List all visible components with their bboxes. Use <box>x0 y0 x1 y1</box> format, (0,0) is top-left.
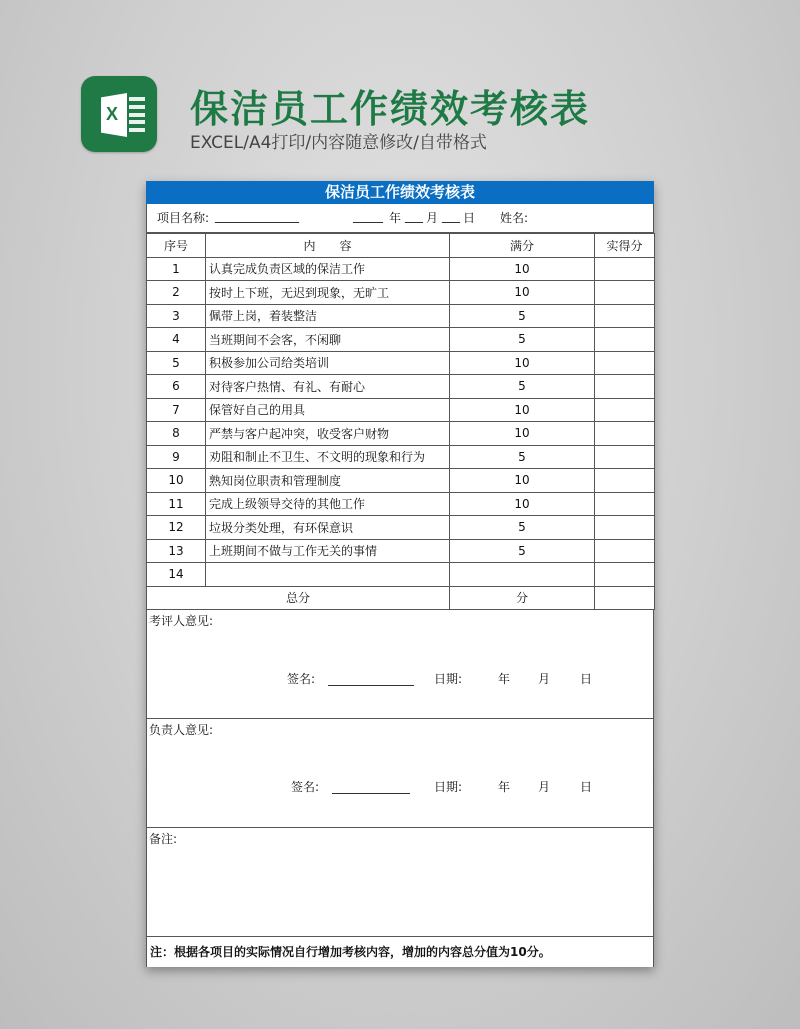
table-row <box>147 516 655 540</box>
score-table <box>146 233 655 610</box>
row-number: 14 <box>147 563 206 587</box>
reviewer-year-label: 年 <box>498 672 511 686</box>
project-label: 项目名称: <box>157 211 210 225</box>
manager-opinion-label: 负责人意见: <box>149 723 214 737</box>
reviewer-day-label: 日 <box>580 672 593 686</box>
row-actual-score-cell[interactable] <box>595 257 655 281</box>
table-row <box>147 563 655 587</box>
table-row <box>147 304 655 328</box>
reviewer-month-label: 月 <box>538 672 551 686</box>
excel-icon <box>81 76 157 152</box>
table-row <box>147 257 655 281</box>
row-content[interactable]: 保管好自己的用具 <box>206 398 450 422</box>
row-actual-score-cell[interactable] <box>595 281 655 305</box>
manager-opinion-section[interactable] <box>146 719 654 828</box>
row-full-score <box>450 563 595 587</box>
manager-day-label: 日 <box>580 780 593 794</box>
row-full-score: 10 <box>450 492 595 516</box>
row-content[interactable]: 当班期间不会客，不闲聊 <box>206 328 450 352</box>
table-row <box>147 445 655 469</box>
table-header-row <box>147 234 655 258</box>
row-full-score: 10 <box>450 422 595 446</box>
row-number: 2 <box>147 281 206 305</box>
table-row <box>147 469 655 493</box>
table-row <box>147 539 655 563</box>
row-number: 5 <box>147 351 206 375</box>
row-content[interactable]: 佩带上岗，着装整洁 <box>206 304 450 328</box>
project-name-field[interactable]: ______________ <box>215 209 299 223</box>
row-full-score: 10 <box>450 281 595 305</box>
table-row <box>147 375 655 399</box>
row-actual-score-cell[interactable] <box>595 375 655 399</box>
year-label: 年 <box>389 211 402 225</box>
row-number: 10 <box>147 469 206 493</box>
col-header-content: 内 容 <box>206 234 450 258</box>
row-actual-score-cell[interactable] <box>595 539 655 563</box>
col-header-no: 序号 <box>147 234 206 258</box>
row-actual-score-cell[interactable] <box>595 304 655 328</box>
manager-month-label: 月 <box>538 780 551 794</box>
row-full-score: 5 <box>450 539 595 563</box>
page-subtitle: EXCEL/A4打印/内容随意修改/自带格式 <box>190 133 487 153</box>
row-number: 7 <box>147 398 206 422</box>
total-unit: 分 <box>450 586 595 610</box>
table-row <box>147 281 655 305</box>
row-actual-score-cell[interactable] <box>595 492 655 516</box>
row-actual-score-cell[interactable] <box>595 563 655 587</box>
reviewer-signature-field[interactable] <box>328 670 414 686</box>
total-row <box>147 586 655 610</box>
month-field[interactable]: ___ <box>405 209 423 223</box>
form-title: 保洁员工作绩效考核表 <box>146 181 654 204</box>
remarks-label: 备注: <box>149 832 178 846</box>
row-content[interactable] <box>206 563 450 587</box>
row-full-score: 5 <box>450 375 595 399</box>
evaluation-form <box>146 181 654 967</box>
day-label: 日 <box>463 211 476 225</box>
col-header-actual-score: 实得分 <box>595 234 655 258</box>
reviewer-date-label: 日期: <box>434 672 463 686</box>
row-number: 1 <box>147 257 206 281</box>
row-full-score: 5 <box>450 304 595 328</box>
row-actual-score-cell[interactable] <box>595 469 655 493</box>
name-label: 姓名: <box>500 211 529 225</box>
row-full-score: 10 <box>450 398 595 422</box>
manager-signature-field[interactable] <box>332 778 410 794</box>
page-title: 保洁员工作绩效考核表 <box>190 87 591 131</box>
footnote: 注：根据各项目的实际情况自行增加考核内容，增加的内容总分值为10分。 <box>146 937 654 967</box>
row-content[interactable]: 按时上下班，无迟到现象，无旷工 <box>206 281 450 305</box>
month-label: 月 <box>426 211 439 225</box>
table-row <box>147 422 655 446</box>
total-value-cell[interactable] <box>595 586 655 610</box>
row-number: 12 <box>147 516 206 540</box>
row-content[interactable]: 上班期间不做与工作无关的事情 <box>206 539 450 563</box>
total-label: 总分 <box>147 586 450 610</box>
excel-letter: X <box>106 104 119 124</box>
row-number: 11 <box>147 492 206 516</box>
table-row <box>147 351 655 375</box>
excel-grid-icon <box>129 97 145 133</box>
row-content[interactable]: 完成上级领导交待的其他工作 <box>206 492 450 516</box>
row-full-score: 10 <box>450 257 595 281</box>
row-actual-score-cell[interactable] <box>595 516 655 540</box>
row-content[interactable]: 严禁与客户起冲突，收受客户财物 <box>206 422 450 446</box>
day-field[interactable]: ___ <box>442 209 460 223</box>
row-full-score: 5 <box>450 328 595 352</box>
row-content[interactable]: 认真完成负责区域的保洁工作 <box>206 257 450 281</box>
row-actual-score-cell[interactable] <box>595 422 655 446</box>
row-full-score: 5 <box>450 516 595 540</box>
row-full-score: 10 <box>450 351 595 375</box>
remarks-section[interactable] <box>146 828 654 937</box>
row-full-score: 10 <box>450 469 595 493</box>
table-row <box>147 492 655 516</box>
row-number: 4 <box>147 328 206 352</box>
row-actual-score-cell[interactable] <box>595 351 655 375</box>
form-meta-row <box>146 204 654 233</box>
manager-date-label: 日期: <box>434 780 463 794</box>
table-row <box>147 328 655 352</box>
row-number: 3 <box>147 304 206 328</box>
row-content[interactable]: 熟知岗位职责和管理制度 <box>206 469 450 493</box>
row-number: 8 <box>147 422 206 446</box>
reviewer-opinion-label: 考评人意见: <box>149 614 214 628</box>
row-actual-score-cell[interactable] <box>595 398 655 422</box>
table-row <box>147 398 655 422</box>
row-content[interactable]: 垃圾分类处理，有环保意识 <box>206 516 450 540</box>
row-content[interactable]: 劝阻和制止不卫生、不文明的现象和行为 <box>206 445 450 469</box>
row-number: 9 <box>147 445 206 469</box>
row-actual-score-cell[interactable] <box>595 328 655 352</box>
col-header-full-score: 满分 <box>450 234 595 258</box>
row-content[interactable]: 对待客户热情、有礼、有耐心 <box>206 375 450 399</box>
year-field[interactable]: _____ <box>353 209 383 223</box>
row-content[interactable]: 积极参加公司给类培训 <box>206 351 450 375</box>
row-number: 13 <box>147 539 206 563</box>
manager-year-label: 年 <box>498 780 511 794</box>
reviewer-opinion-section[interactable] <box>146 610 654 719</box>
row-actual-score-cell[interactable] <box>595 445 655 469</box>
row-number: 6 <box>147 375 206 399</box>
reviewer-sign-label: 签名: <box>287 672 316 686</box>
row-full-score: 5 <box>450 445 595 469</box>
manager-sign-label: 签名: <box>291 780 320 794</box>
